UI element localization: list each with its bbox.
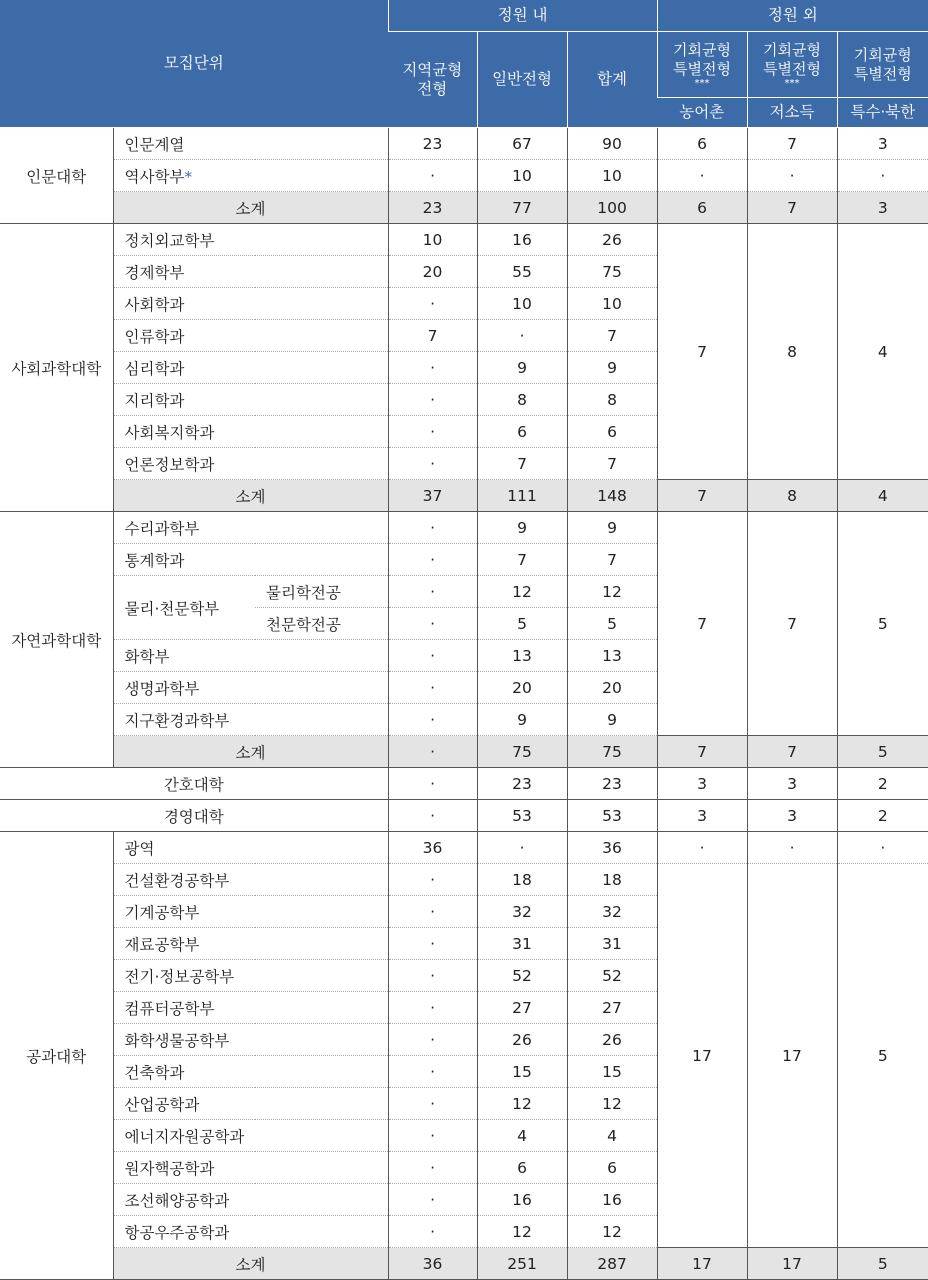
cell-farm: 3 bbox=[657, 768, 747, 800]
college-name: 사회과학대학 bbox=[0, 224, 113, 512]
cell-special: · bbox=[837, 160, 928, 192]
header-general: 일반전형 bbox=[477, 32, 567, 128]
cell-total: 10 bbox=[567, 160, 657, 192]
cell-general: 31 bbox=[477, 928, 567, 960]
cell-general: 10 bbox=[477, 160, 567, 192]
cell-regional: 23 bbox=[388, 192, 477, 224]
subtotal-row bbox=[0, 480, 928, 512]
cell-total: 7 bbox=[567, 448, 657, 480]
cell-general: 13 bbox=[477, 640, 567, 672]
cell-total: 75 bbox=[567, 736, 657, 768]
cell-special: 3 bbox=[837, 192, 928, 224]
cell-regional: 7 bbox=[388, 320, 477, 352]
header-special: 특수·북한 bbox=[837, 98, 928, 128]
table-row bbox=[0, 832, 928, 864]
dept-name: 전기·정보공학부 bbox=[113, 960, 388, 992]
cell-regional: · bbox=[388, 768, 477, 800]
cell-total: 32 bbox=[567, 896, 657, 928]
subtotal-label: 소계 bbox=[113, 192, 388, 224]
cell-total: 27 bbox=[567, 992, 657, 1024]
cell-general: 32 bbox=[477, 896, 567, 928]
cell-total: 12 bbox=[567, 576, 657, 608]
cell-special: 5 bbox=[837, 864, 928, 1248]
cell-farm: 7 bbox=[657, 224, 747, 480]
dept-name: 원자핵공학과 bbox=[113, 1152, 388, 1184]
cell-farm: 6 bbox=[657, 128, 747, 160]
dept-name: 사회복지학과 bbox=[113, 416, 388, 448]
cell-general: 20 bbox=[477, 672, 567, 704]
cell-general: 7 bbox=[477, 544, 567, 576]
cell-general: 7 bbox=[477, 448, 567, 480]
header-opportunity-1: 기회균형 특별전형 *** bbox=[657, 32, 747, 98]
college-name: 공과대학 bbox=[0, 832, 113, 1280]
cell-farm: 3 bbox=[657, 800, 747, 832]
cell-total: 53 bbox=[567, 800, 657, 832]
cell-regional: · bbox=[388, 544, 477, 576]
major-name: 물리학전공 bbox=[255, 576, 388, 608]
cell-regional: · bbox=[388, 512, 477, 544]
cell-special: · bbox=[837, 832, 928, 864]
cell-regional: · bbox=[388, 576, 477, 608]
subtotal-label: 소계 bbox=[113, 736, 388, 768]
dept-name: 에너지자원공학과 bbox=[113, 1120, 388, 1152]
cell-special: 4 bbox=[837, 480, 928, 512]
cell-regional: · bbox=[388, 960, 477, 992]
cell-total: 100 bbox=[567, 192, 657, 224]
subtotal-row bbox=[0, 192, 928, 224]
cell-general: 16 bbox=[477, 1184, 567, 1216]
cell-regional: · bbox=[388, 384, 477, 416]
cell-lowincome: 7 bbox=[747, 192, 837, 224]
cell-regional: · bbox=[388, 992, 477, 1024]
cell-regional: 10 bbox=[388, 224, 477, 256]
table-row bbox=[0, 160, 928, 192]
cell-general: 12 bbox=[477, 1088, 567, 1120]
cell-general: 6 bbox=[477, 416, 567, 448]
cell-general: 27 bbox=[477, 992, 567, 1024]
cell-total: 12 bbox=[567, 1216, 657, 1248]
header-quota-out: 정원 외 bbox=[657, 0, 928, 32]
dept-name: 지리학과 bbox=[113, 384, 388, 416]
cell-regional: 37 bbox=[388, 480, 477, 512]
dept-name: 컴퓨터공학부 bbox=[113, 992, 388, 1024]
cell-lowincome: 3 bbox=[747, 768, 837, 800]
cell-farm: 7 bbox=[657, 480, 747, 512]
dept-name: 수리과학부 bbox=[113, 512, 388, 544]
cell-total: 7 bbox=[567, 544, 657, 576]
dept-name: 생명과학부 bbox=[113, 672, 388, 704]
cell-lowincome: 8 bbox=[747, 480, 837, 512]
cell-total: 36 bbox=[567, 832, 657, 864]
cell-farm: 17 bbox=[657, 864, 747, 1248]
dept-name: 재료공학부 bbox=[113, 928, 388, 960]
cell-general: 75 bbox=[477, 736, 567, 768]
cell-total: 9 bbox=[567, 512, 657, 544]
cell-total: 15 bbox=[567, 1056, 657, 1088]
cell-regional: · bbox=[388, 672, 477, 704]
cell-general: 251 bbox=[477, 1248, 567, 1280]
cell-general: 4 bbox=[477, 1120, 567, 1152]
cell-lowincome: · bbox=[747, 160, 837, 192]
dept-name: 경제학부 bbox=[113, 256, 388, 288]
college-name: 인문대학 bbox=[0, 128, 113, 224]
cell-total: 26 bbox=[567, 1024, 657, 1056]
cell-total: 12 bbox=[567, 1088, 657, 1120]
cell-general: 53 bbox=[477, 800, 567, 832]
cell-regional: · bbox=[388, 1056, 477, 1088]
cell-general: 6 bbox=[477, 1152, 567, 1184]
cell-total: 4 bbox=[567, 1120, 657, 1152]
dept-name: 광역 bbox=[113, 832, 388, 864]
table-row bbox=[0, 800, 928, 832]
dept-name: 화학부 bbox=[113, 640, 388, 672]
cell-regional: · bbox=[388, 1120, 477, 1152]
cell-regional: · bbox=[388, 1088, 477, 1120]
cell-regional: 36 bbox=[388, 832, 477, 864]
college-name: 경영대학 bbox=[0, 800, 388, 832]
cell-lowincome: 7 bbox=[747, 512, 837, 736]
dept-name: 기계공학부 bbox=[113, 896, 388, 928]
header-lowincome: 저소득 bbox=[747, 98, 837, 128]
dept-name: 사회학과 bbox=[113, 288, 388, 320]
cell-special: 3 bbox=[837, 128, 928, 160]
cell-general: 5 bbox=[477, 608, 567, 640]
cell-special: 5 bbox=[837, 512, 928, 736]
dept-name: 물리·천문학부 bbox=[113, 576, 255, 640]
cell-total: 52 bbox=[567, 960, 657, 992]
cell-regional: · bbox=[388, 928, 477, 960]
cell-lowincome: 17 bbox=[747, 864, 837, 1248]
cell-total: 18 bbox=[567, 864, 657, 896]
header-farm: 농어촌 bbox=[657, 98, 747, 128]
cell-regional: · bbox=[388, 1184, 477, 1216]
cell-total: 7 bbox=[567, 320, 657, 352]
dept-name: 역사학부* bbox=[113, 160, 388, 192]
dept-name: 인문계열 bbox=[113, 128, 388, 160]
cell-total: 148 bbox=[567, 480, 657, 512]
cell-special: 2 bbox=[837, 768, 928, 800]
dept-name: 정치외교학부 bbox=[113, 224, 388, 256]
cell-regional: · bbox=[388, 288, 477, 320]
college-name: 자연과학대학 bbox=[0, 512, 113, 768]
cell-special: 5 bbox=[837, 1248, 928, 1280]
cell-regional: · bbox=[388, 448, 477, 480]
subtotal-row bbox=[0, 1248, 928, 1280]
cell-total: 23 bbox=[567, 768, 657, 800]
cell-regional: · bbox=[388, 416, 477, 448]
cell-regional: · bbox=[388, 352, 477, 384]
dept-name: 화학생물공학부 bbox=[113, 1024, 388, 1056]
cell-regional: 20 bbox=[388, 256, 477, 288]
cell-total: 8 bbox=[567, 384, 657, 416]
cell-total: 6 bbox=[567, 416, 657, 448]
cell-total: 90 bbox=[567, 128, 657, 160]
cell-lowincome: 7 bbox=[747, 736, 837, 768]
dept-name: 항공우주공학과 bbox=[113, 1216, 388, 1248]
cell-regional: 23 bbox=[388, 128, 477, 160]
cell-general: 77 bbox=[477, 192, 567, 224]
major-name: 천문학전공 bbox=[255, 608, 388, 640]
cell-farm: · bbox=[657, 160, 747, 192]
cell-regional: · bbox=[388, 800, 477, 832]
cell-regional: · bbox=[388, 864, 477, 896]
header-total: 합계 bbox=[567, 32, 657, 128]
footnote-mark: * bbox=[184, 167, 193, 186]
cell-general: 12 bbox=[477, 576, 567, 608]
header-opportunity-2: 기회균형 특별전형 *** bbox=[747, 32, 837, 98]
cell-farm: · bbox=[657, 832, 747, 864]
cell-general: 67 bbox=[477, 128, 567, 160]
cell-general: 111 bbox=[477, 480, 567, 512]
cell-total: 9 bbox=[567, 704, 657, 736]
cell-regional: 36 bbox=[388, 1248, 477, 1280]
cell-regional: · bbox=[388, 608, 477, 640]
cell-general: 9 bbox=[477, 512, 567, 544]
cell-general: · bbox=[477, 832, 567, 864]
cell-general: 10 bbox=[477, 288, 567, 320]
header-regional: 지역균형 전형 bbox=[388, 32, 477, 128]
cell-farm: 7 bbox=[657, 512, 747, 736]
cell-regional: · bbox=[388, 640, 477, 672]
cell-total: 75 bbox=[567, 256, 657, 288]
table-row bbox=[0, 224, 928, 256]
cell-general: 55 bbox=[477, 256, 567, 288]
cell-regional: · bbox=[388, 1152, 477, 1184]
dept-name: 인류학과 bbox=[113, 320, 388, 352]
cell-general: 18 bbox=[477, 864, 567, 896]
cell-regional: · bbox=[388, 1216, 477, 1248]
cell-regional: · bbox=[388, 704, 477, 736]
dept-name: 지구환경과학부 bbox=[113, 704, 388, 736]
dept-name: 건축학과 bbox=[113, 1056, 388, 1088]
subtotal-label: 소계 bbox=[113, 480, 388, 512]
cell-farm: 7 bbox=[657, 736, 747, 768]
cell-total: 9 bbox=[567, 352, 657, 384]
cell-special: 4 bbox=[837, 224, 928, 480]
cell-general: 23 bbox=[477, 768, 567, 800]
cell-regional: · bbox=[388, 736, 477, 768]
header-quota-in: 정원 내 bbox=[388, 0, 657, 32]
cell-general: 26 bbox=[477, 1024, 567, 1056]
subtotal-label: 소계 bbox=[113, 1248, 388, 1280]
dept-name: 언론정보학과 bbox=[113, 448, 388, 480]
table-row bbox=[0, 768, 928, 800]
cell-total: 10 bbox=[567, 288, 657, 320]
cell-general: · bbox=[477, 320, 567, 352]
subtotal-row bbox=[0, 736, 928, 768]
cell-lowincome: 7 bbox=[747, 128, 837, 160]
dept-name: 조선해양공학과 bbox=[113, 1184, 388, 1216]
dept-name: 심리학과 bbox=[113, 352, 388, 384]
cell-total: 287 bbox=[567, 1248, 657, 1280]
cell-total: 13 bbox=[567, 640, 657, 672]
table-row bbox=[0, 128, 928, 160]
cell-total: 20 bbox=[567, 672, 657, 704]
cell-lowincome: 17 bbox=[747, 1248, 837, 1280]
cell-total: 6 bbox=[567, 1152, 657, 1184]
dept-name: 건설환경공학부 bbox=[113, 864, 388, 896]
dept-name: 산업공학과 bbox=[113, 1088, 388, 1120]
dept-name: 통계학과 bbox=[113, 544, 388, 576]
cell-total: 16 bbox=[567, 1184, 657, 1216]
table-row bbox=[0, 512, 928, 544]
header-unit: 모집단위 bbox=[0, 0, 388, 128]
college-name: 간호대학 bbox=[0, 768, 388, 800]
cell-total: 31 bbox=[567, 928, 657, 960]
cell-general: 52 bbox=[477, 960, 567, 992]
cell-regional: · bbox=[388, 896, 477, 928]
cell-general: 9 bbox=[477, 704, 567, 736]
cell-special: 5 bbox=[837, 736, 928, 768]
cell-regional: · bbox=[388, 1024, 477, 1056]
cell-farm: 17 bbox=[657, 1248, 747, 1280]
cell-lowincome: 8 bbox=[747, 224, 837, 480]
table-row bbox=[0, 864, 928, 896]
cell-lowincome: · bbox=[747, 832, 837, 864]
cell-farm: 6 bbox=[657, 192, 747, 224]
cell-general: 15 bbox=[477, 1056, 567, 1088]
cell-lowincome: 3 bbox=[747, 800, 837, 832]
cell-general: 8 bbox=[477, 384, 567, 416]
header-opportunity-3: 기회균형 특별전형 bbox=[837, 32, 928, 98]
cell-special: 2 bbox=[837, 800, 928, 832]
cell-regional: · bbox=[388, 160, 477, 192]
cell-general: 12 bbox=[477, 1216, 567, 1248]
cell-general: 9 bbox=[477, 352, 567, 384]
cell-total: 26 bbox=[567, 224, 657, 256]
cell-total: 5 bbox=[567, 608, 657, 640]
cell-general: 16 bbox=[477, 224, 567, 256]
